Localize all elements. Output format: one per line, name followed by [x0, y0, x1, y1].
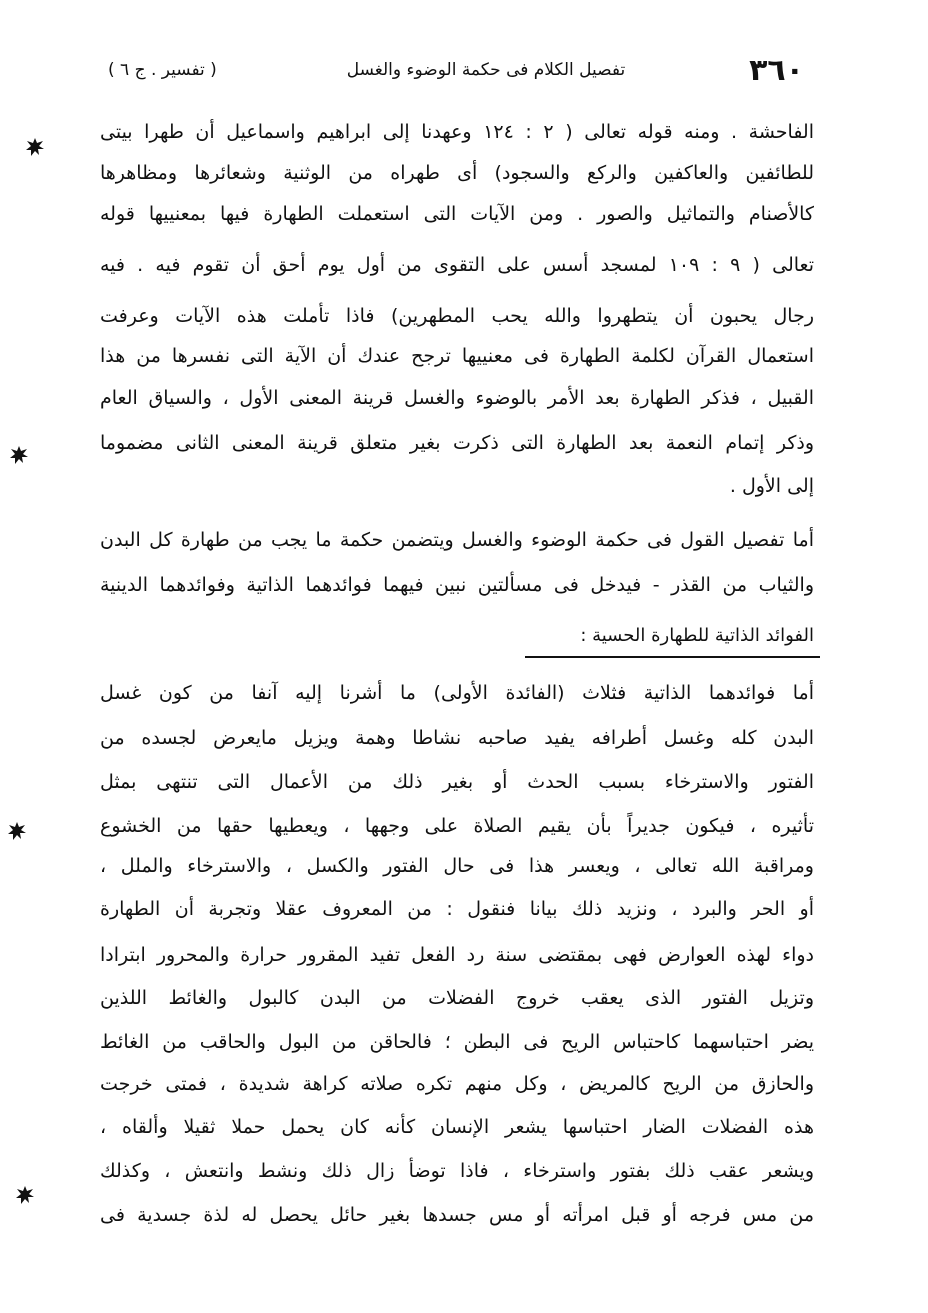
text-line: للطائفين والعاكفين والركع والسجود) أى طهراه من الوثنية وشعائرها ومظاهرها	[100, 162, 814, 184]
text-line: ويشعر عقب ذلك بفتور واسترخاء ، فاذا توضأ زال ذلك ونشط وانتعش ، وكذلك	[100, 1160, 814, 1182]
text-line: البدن كله وغسل أطرافه يفيد صاحبه نشاطا وهمة ويزيل مايعرض لجسده من	[100, 727, 814, 749]
text-line: الفتور والاسترخاء بسبب الحدث أو بغير ذلك من الأعمال التى تنتهى بمثل	[100, 771, 814, 793]
text-line: من مس فرجه أو قبل امرأته أو مس جسدها بغير حائل يحصل له لذة جسدية فى	[100, 1204, 814, 1226]
text-line: ومراقبة الله تعالى ، ويعسر هذا فى حال الفتور والكسل ، والاسترخاء والملل ،	[100, 855, 814, 877]
header-title: تفصيل الكلام فى حكمة الوضوء والغسل	[346, 60, 626, 80]
text-line: أو الحر والبرد ، ونزيد ذلك بيانا فنقول : من المعروف عقلا وتجربة أن الطهارة	[100, 898, 814, 920]
binding-hole-mark	[8, 444, 30, 466]
text-line: أما فوائدهما الذاتية فثلاث (الفائدة الأولى) ما أشرنا إليه آنفا من كون غسل	[100, 682, 814, 704]
text-line: تعالى ( ٩ : ١٠٩ لمسجد أسس على التقوى من أول يوم أحق أن تقوم فيه . فيه	[100, 254, 814, 276]
running-header	[108, 50, 804, 90]
text-line: يضر احتباسهما كاحتباس الريح فى البطن ؛ فالحاقن من البول والحاقب من الغائط	[100, 1031, 814, 1053]
page-number: ٣٦٠	[749, 52, 804, 88]
text-line: إلى الأول .	[729, 475, 814, 497]
text-line: استعمال القرآن لكلمة الطهارة فى معنييها ترجح عندك أن الآية التى نفسرها من هذا	[100, 345, 814, 367]
text-line: والحازق من الريح كالمريض ، وكل منهم تكره صلاته كراهة شديدة ، فمتى خرجت	[100, 1073, 814, 1095]
text-line: والثياب من القذر - فيدخل فى مسألتين نبين فيهما فوائدهما الذاتية وفوائدهما الدينية	[100, 574, 814, 596]
header-reference: ( تفسير . ج ٦ )	[108, 60, 217, 80]
text-line: أما تفصيل القول فى حكمة الوضوء والغسل ويتضمن حكمة ما يجب من طهارة كل البدن	[100, 529, 814, 551]
text-line: كالأصنام والتماثيل والصور . ومن الآيات التى استعملت الطهارة فيها بمعنييها قوله	[100, 203, 814, 225]
text-line: رجال يحبون أن يتطهروا والله يحب المطهرين) فاذا تأملت هذه الآيات وعرفت	[100, 305, 814, 327]
text-line: وذكر إتمام النعمة بعد الطهارة التى ذكرت بغير متعلق قرينة المعنى الثانى مضموما	[100, 432, 814, 454]
section-heading: الفوائد الذاتية للطهارة الحسية :	[580, 625, 814, 646]
text-line: القبيل ، فذكر الطهارة بعد الأمر بالوضوء والغسل قرينة المعنى الأول ، والسياق العام	[100, 387, 814, 409]
text-line: هذه الفضلات الضار احتباسها يشعر الإنسان كأنه كان يحمل حملا ثقيلا وألقاه ،	[100, 1116, 814, 1138]
text-line: الفاحشة . ومنه قوله تعالى ( ٢ : ١٢٤ وعهدنا إلى ابراهيم واسماعيل أن طهرا بيتى	[100, 121, 814, 143]
binding-hole-mark	[24, 136, 46, 158]
text-line: وتزيل الفتور الذى يعقب خروج الفضلات من البدن كالبول والغائط اللذين	[100, 987, 814, 1009]
heading-underline	[525, 656, 820, 658]
text-line: تأثيره ، فيكون جديراً بأن يقيم الصلاة على وجهها ، ويعطيها حقها من الخشوع	[100, 815, 814, 837]
binding-hole-mark	[6, 820, 28, 842]
text-line: دواء لهذه العوارض فهى بمقتضى سنة رد الفعل تفيد المقرور حرارة والمحرور ابترادا	[100, 944, 814, 966]
binding-hole-mark	[14, 1184, 36, 1206]
